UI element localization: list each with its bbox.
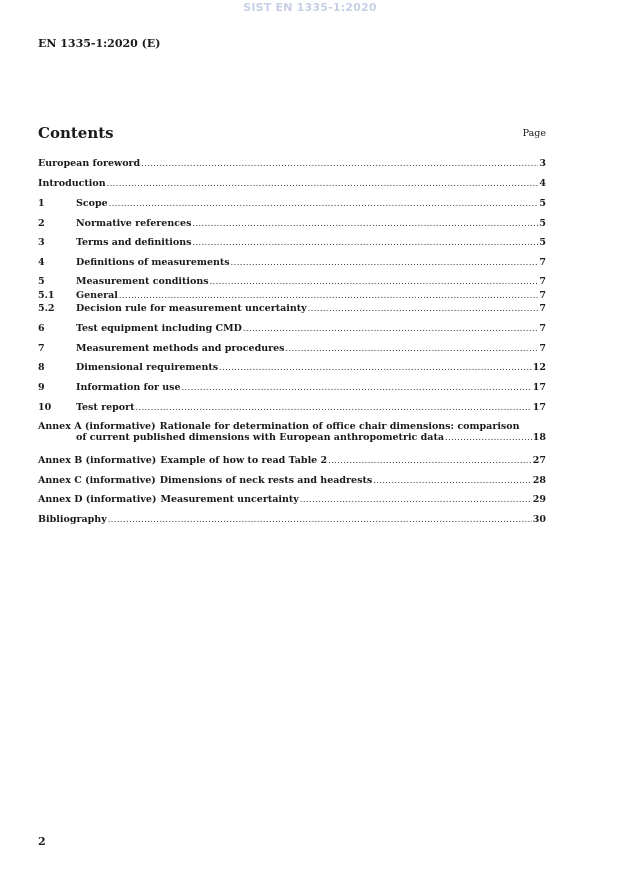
annex-label: Annex B (informative): [38, 455, 157, 466]
toc-entry-annex-a[interactable]: [38, 421, 546, 443]
toc-entry-definitions-of-measurements[interactable]: [38, 257, 546, 268]
toc-entry-annex-c[interactable]: [38, 475, 546, 486]
watermark: SIST EN 1335-1:2020: [243, 1, 377, 14]
toc-entry-title: Information for use: [76, 382, 181, 393]
leader-dots: [107, 178, 539, 189]
toc-entry-bibliography[interactable]: [38, 514, 546, 525]
toc-entry-page: 5: [539, 198, 546, 209]
contents-heading: Contents: [38, 124, 114, 142]
toc-entry-title: General: [76, 290, 118, 301]
toc-entry-title: Measurement methods and procedures: [76, 343, 285, 354]
toc-entry-page: 29: [532, 494, 546, 505]
toc-entry-title: Scope: [76, 198, 108, 209]
toc-entry-title: Definitions of measurements: [76, 257, 230, 268]
toc-entry-title: Decision rule for measurement uncertainty: [76, 303, 307, 314]
leader-dots: [445, 432, 532, 443]
toc-entry-title: Test report: [76, 402, 135, 413]
leader-dots: [286, 343, 539, 354]
toc-entry-title: Measurement uncertainty: [160, 494, 299, 505]
leader-dots: [243, 323, 539, 334]
toc-entry-title: Bibliography: [38, 514, 107, 525]
toc-entry-annex-d[interactable]: [38, 494, 546, 505]
toc-entry-page: 7: [539, 303, 546, 314]
toc-entry-number: 5.2: [38, 303, 55, 314]
toc-entry-title: Dimensions of neck rests and headrests: [159, 475, 373, 486]
toc-entry-information-for-use[interactable]: [38, 382, 546, 393]
toc-entry-dimensional-requirements[interactable]: [38, 362, 546, 373]
toc-entry-page: 3: [539, 158, 546, 169]
toc-entry-number: 7: [38, 343, 45, 354]
toc-entry-title: Dimensional requirements: [76, 362, 219, 373]
toc-entry-number: 5.1: [38, 290, 55, 301]
leader-dots: [108, 514, 532, 525]
toc-entry-page: 7: [539, 257, 546, 268]
document-identifier: EN 1335-1:2020 (E): [38, 37, 161, 50]
toc-entry-page: 5: [539, 218, 546, 229]
toc-entry-terms-and-definitions[interactable]: [38, 237, 546, 248]
toc-entry-title: Example of how to read Table 2: [160, 455, 328, 466]
toc-entry-annex-b[interactable]: [38, 455, 546, 466]
toc-entry-normative-references[interactable]: [38, 218, 546, 229]
leader-dots: [182, 382, 532, 393]
toc-entry-title: Terms and definitions: [76, 237, 192, 248]
toc-entry-page: 5: [539, 237, 546, 248]
toc-entry-number: 6: [38, 323, 45, 334]
toc-entry-scope[interactable]: [38, 198, 546, 209]
toc-entry-test-report[interactable]: [38, 402, 546, 413]
leader-dots: [192, 237, 538, 248]
toc-entry-measurement-methods[interactable]: [38, 343, 546, 354]
toc-entry-title: Introduction: [38, 178, 106, 189]
toc-entry-number: 8: [38, 362, 45, 373]
annex-label: Annex D (informative): [38, 494, 157, 505]
toc-entry-number: 10: [38, 402, 52, 413]
page-column-label: Page: [522, 128, 546, 139]
toc-entry-title-continuation: of current published dimensions with European anthropometric data: [76, 432, 444, 443]
toc-entry-test-equipment[interactable]: [38, 323, 546, 334]
annex-label: Annex C (informative): [38, 475, 156, 486]
toc-entry-general[interactable]: [38, 290, 546, 301]
leader-dots: [141, 158, 538, 169]
leader-dots: [300, 494, 532, 505]
toc-entry-measurement-conditions[interactable]: [38, 276, 546, 287]
toc-entry-introduction[interactable]: [38, 178, 546, 189]
leader-dots: [231, 257, 539, 268]
leader-dots: [328, 455, 532, 466]
toc-entry-title: Normative references: [76, 218, 192, 229]
toc-entry-page: 17: [532, 382, 546, 393]
leader-dots: [373, 475, 532, 486]
leader-dots: [136, 402, 532, 413]
leader-dots: [109, 198, 539, 209]
leader-dots: [192, 218, 538, 229]
toc-entry-page: 12: [532, 362, 546, 373]
leader-dots: [308, 303, 539, 314]
toc-entry-decision-rule[interactable]: [38, 303, 546, 314]
page-number: 2: [38, 835, 46, 848]
leader-dots: [219, 362, 532, 373]
toc-entry-number: 2: [38, 218, 45, 229]
annex-label: Annex A (informative): [38, 421, 156, 432]
toc-entry-page: 27: [532, 455, 546, 466]
toc-entry-page: 28: [532, 475, 546, 486]
toc-entry-page: 7: [539, 323, 546, 334]
toc-entry-title: Rationale for determination of office chair dimensions: comparison: [159, 421, 520, 432]
toc-entry-page: 18: [532, 432, 546, 443]
toc-entry-page: 4: [539, 178, 546, 189]
leader-dots: [210, 276, 539, 287]
toc-entry-title: Test equipment including CMD: [76, 323, 242, 334]
toc-entry-number: 1: [38, 198, 45, 209]
toc-entry-number: 3: [38, 237, 45, 248]
toc-entry-page: 7: [539, 276, 546, 287]
toc-entry-title: Measurement conditions: [76, 276, 209, 287]
toc-entry-title: European foreword: [38, 158, 141, 169]
toc-entry-page: 30: [532, 514, 546, 525]
leader-dots: [119, 290, 538, 301]
toc-entry-number: 9: [38, 382, 45, 393]
toc-entry-page: 17: [532, 402, 546, 413]
toc-entry-page: 7: [539, 290, 546, 301]
toc-entry-number: 5: [38, 276, 45, 287]
toc-entry-number: 4: [38, 257, 45, 268]
toc-entry-foreword[interactable]: [38, 158, 546, 169]
toc-entry-page: 7: [539, 343, 546, 354]
